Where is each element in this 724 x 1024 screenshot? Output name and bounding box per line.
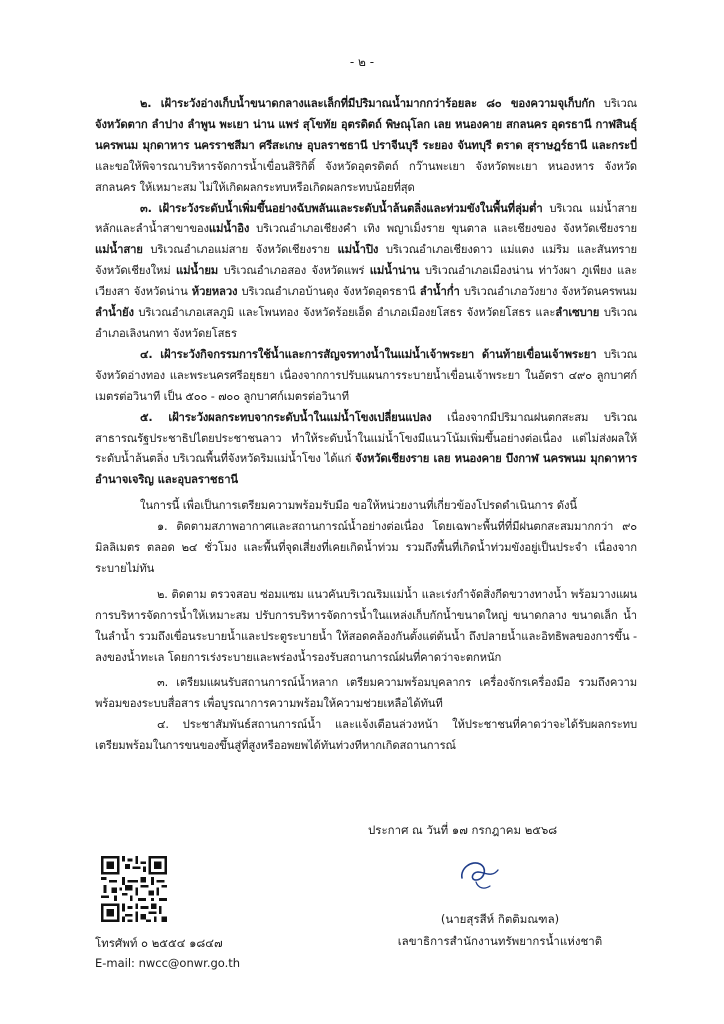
item-3-text: บริเวณอำเภอสอง จังหวัดแพร่ (218, 264, 370, 278)
item-2 (95, 94, 637, 199)
river-name: แม่น้ำปิง (337, 243, 379, 257)
contact-phone: โทรศัพท์ ๐ ๒๕๕๔ ๑๘๔๗ (95, 936, 223, 950)
river-name: ห้วยหลวง (191, 285, 238, 299)
item-5-lead: ๕. เฝ้าระวังผลกระทบจากระดับน้ำในแม่น้ำโขงเปลี่ยนแปลง (140, 410, 432, 424)
actions-intro: ในการนี้ เพื่อเป็นการเตรียมความพร้อมรับมือ ขอให้หน่วยงานที่เกี่ยวข้องโปรดดำเนินการ ดังนี้ (140, 499, 577, 513)
item-2-pre: บริเวณ (603, 97, 637, 110)
item-3-text: บริเวณอำเภอเชียงดาว แม่แตง แม่ริม และสันทราย จังหวัดเชียงใหม่ (95, 243, 637, 278)
action-item-3: ๓. เตรียมแผนรับสถานการณ์น้ำหลาก เตรียมความพร้อมบุคลากร เครื่องจักรเครื่องมือ รวมถึงความพร้อมของระบบสื่อสาร เพื่อบูรณาการความพร้อมให้ความช่วยเหลือได้ทันที (95, 676, 637, 711)
item-3-text: บริเวณอำเภอวังยาง จังหวัดนครพนม (459, 285, 637, 299)
river-name: แม่น้ำอิง (208, 222, 250, 236)
item-5 (95, 408, 637, 492)
contact-email[interactable]: E-mail: nwcc@onwr.go.th (95, 956, 241, 970)
item-4 (95, 345, 637, 408)
item-3-text: บริเวณอำเภอเสลภูมิ และโพนทอง จังหวัดร้อยเอ็ด อำเภอเมืองยโสธร จังหวัดยโสธร และ (133, 306, 556, 320)
action-item-4: ๔. ประชาสัมพันธ์สถานการณ์น้ำ และแจ้งเตือนล่วงหน้า ให้ประชาชนที่คาดว่าจะได้รับผลกระทบ เตรียมพร้อมในการขนของขึ้นสู่ที่สูงหรืออพยพได้ทันท่วงทีหากเกิดสถานการณ์ (95, 718, 637, 753)
item-3-text: บริเวณ แม่น้ำสายหลักและลำน้ำสาขาของ (95, 201, 637, 236)
river-name: ลำน้ำก่ำ (419, 285, 460, 299)
item-3-text: บริเวณอำเภอเชียงคำ เทิง พญาเม็งราย ขุนตาล และเชียงของ จังหวัดเชียงราย (249, 222, 637, 236)
river-name: แม่น้ำน่าน (369, 264, 420, 278)
signer-title: เลขาธิการสำนักงานทรัพยากรน้ำแห่งชาติ (397, 934, 603, 948)
item-3 (95, 199, 637, 345)
item-3-text: บริเวณอำเภอบ้านดุง จังหวัดอุดรธานี (237, 285, 420, 299)
river-name: แม่น้ำยม (175, 264, 219, 278)
announcement-date: ประกาศ ณ วันที่ ๑๗ กรกฎาคม ๒๕๖๘ (368, 823, 558, 837)
item-4-lead: ๔. เฝ้าระวังกิจกรรมการใช้น้ำและการสัญจรทางน้ำในแม่น้ำเจ้าพระยา ด้านท้ายเขื่อนเจ้าพระยา (140, 347, 597, 361)
page-number: - ๒ - (349, 55, 375, 69)
document-body (95, 94, 637, 757)
qr-code-icon[interactable] (101, 856, 167, 922)
item-2-rest: และขอให้พิจารณาบริหารจัดการน้ำเขื่อนสิริกิติ์ จังหวัดอุตรดิตถ์ กว๊านพะเยา จังหวัดพะเยา หนองหาร จังหวัดสกลนคร ให้เหมาะสม ไม่ให้เกิดผลกระทบหรือเกิดผลกระทบน้อยที่สุด (95, 159, 637, 194)
item-3-text: บริเวณอำเภอแม่สาย จังหวัดเชียงราย (142, 243, 338, 257)
action-item-2: ๒. ติดตาม ตรวจสอบ ซ่อมแซม แนวคันบริเวณริมแม่น้ำ และเร่งกำจัดสิ่งกีดขวางทางน้ำ พร้อมวางแผนการบริหารจัดการน้ำให้เหมาะสม ปรับการบริหารจัดการน้ำในแหล่งเก็บกักน้ำขนาดใหญ่ ขนาดกลาง ขนาดเล็ก น้ำในลำน้ำ รวมถึงเขื่อนระบายน้ำและประตูระบายน้ำ ให้สอดคล้องกันตั้งแต่ต้นน้ำ ถึงปลายน้ำและอิทธิพลของการขึ้น - ลงของน้ำทะเล โดยการเร่งระบายและพร่องน้ำรองรับสถานการณ์ฝนที่คาดว่าจะตกหนัก (95, 587, 637, 664)
item-3-lead: ๓. เฝ้าระวังระดับน้ำเพิ่มขึ้นอย่างฉับพลันและระดับน้ำล้นตลิ่งและท่วมขังในพื้นที่ลุ่มต่ำ (140, 201, 543, 215)
item-2-provinces: จังหวัดตาก ลำปาง ลำพูน พะเยา น่าน แพร่ สุโขทัย อุตรดิตถ์ พิษณุโลก เลย หนองคาย สกลนคร อุดรธานี กาฬสินธุ์ นครพนม มุกดาหาร นครราชสีมา ศรีสะเกษ อุบลราชธานี ปราจีนบุรี ระยอง จันทบุรี ตราด สุราษฎร์ธานี และกระบี่ (95, 117, 637, 152)
item-4-rest: บริเวณ จังหวัดอ่างทอง และพระนครศรีอยุธยา เนื่องจากการปรับแผนการระบายน้ำเขื่อนเจ้าพระยา ในอัตรา ๔๙๐ ลูกบาศก์เมตรต่อวินาที เป็น ๕๐๐ - ๗๐๐ ลูกบาศก์เมตรต่อวินาที (95, 347, 638, 403)
signature-image (454, 848, 502, 894)
river-name: ลำน้ำยัง (95, 306, 134, 320)
item-3-text: บริเวณอำเภอเมืองน่าน ท่าวังผา ภูเพียง และเวียงสา จังหวัดน่าน (95, 264, 637, 299)
item-5-rest: เนื่องจากมีปริมาณฝนตกสะสม บริเวณสาธารณรัฐประชาธิปไตยประชาชนลาว ทำให้ระดับน้ำในแม่น้ำโขงมีแนวโน้มเพิ่มขึ้นอย่างต่อเนื่อง แต่ไม่ส่งผลให้ระดับน้ำล้นตลิ่ง บริเวณพื้นที่จังหวัดริมแม่น้ำโขง ได้แก่ (95, 410, 638, 466)
item-5-provinces: จังหวัดเชียงราย เลย หนองคาย บึงกาฬ นครพนม มุกดาหาร อำนาจเจริญ และอุบลราชธานี (95, 452, 637, 487)
river-name: แม่น้ำสาย (95, 243, 143, 257)
item-3-text: บริเวณอำเภอเลิงนกทา จังหวัดยโสธร (95, 306, 637, 340)
action-item-1: ๑. ติดตามสภาพอากาศและสถานการณ์น้ำอย่างต่อเนื่อง โดยเฉพาะพื้นที่ที่มีฝนตกสะสมมากกว่า ๙๐ มิลลิเมตร ตลอด ๒๔ ชั่วโมง และพื้นที่จุดเสี่ยงที่เคยเกิดน้ำท่วม รวมถึงพื้นที่เกิดน้ำท่วมขังอยู่เป็นประจำ เนื่องจากระบายไม่ทัน (95, 520, 637, 575)
river-name: ลำเซบาย (555, 306, 600, 320)
signer-name: (นายสุรสีห์ กิตติมณฑล) (440, 912, 560, 926)
item-2-lead: ๒. เฝ้าระวังอ่างเก็บน้ำขนาดกลางและเล็กที่มีปริมาณน้ำมากกว่าร้อยละ ๘๐ ของความจุเก็บกัก (140, 97, 595, 110)
